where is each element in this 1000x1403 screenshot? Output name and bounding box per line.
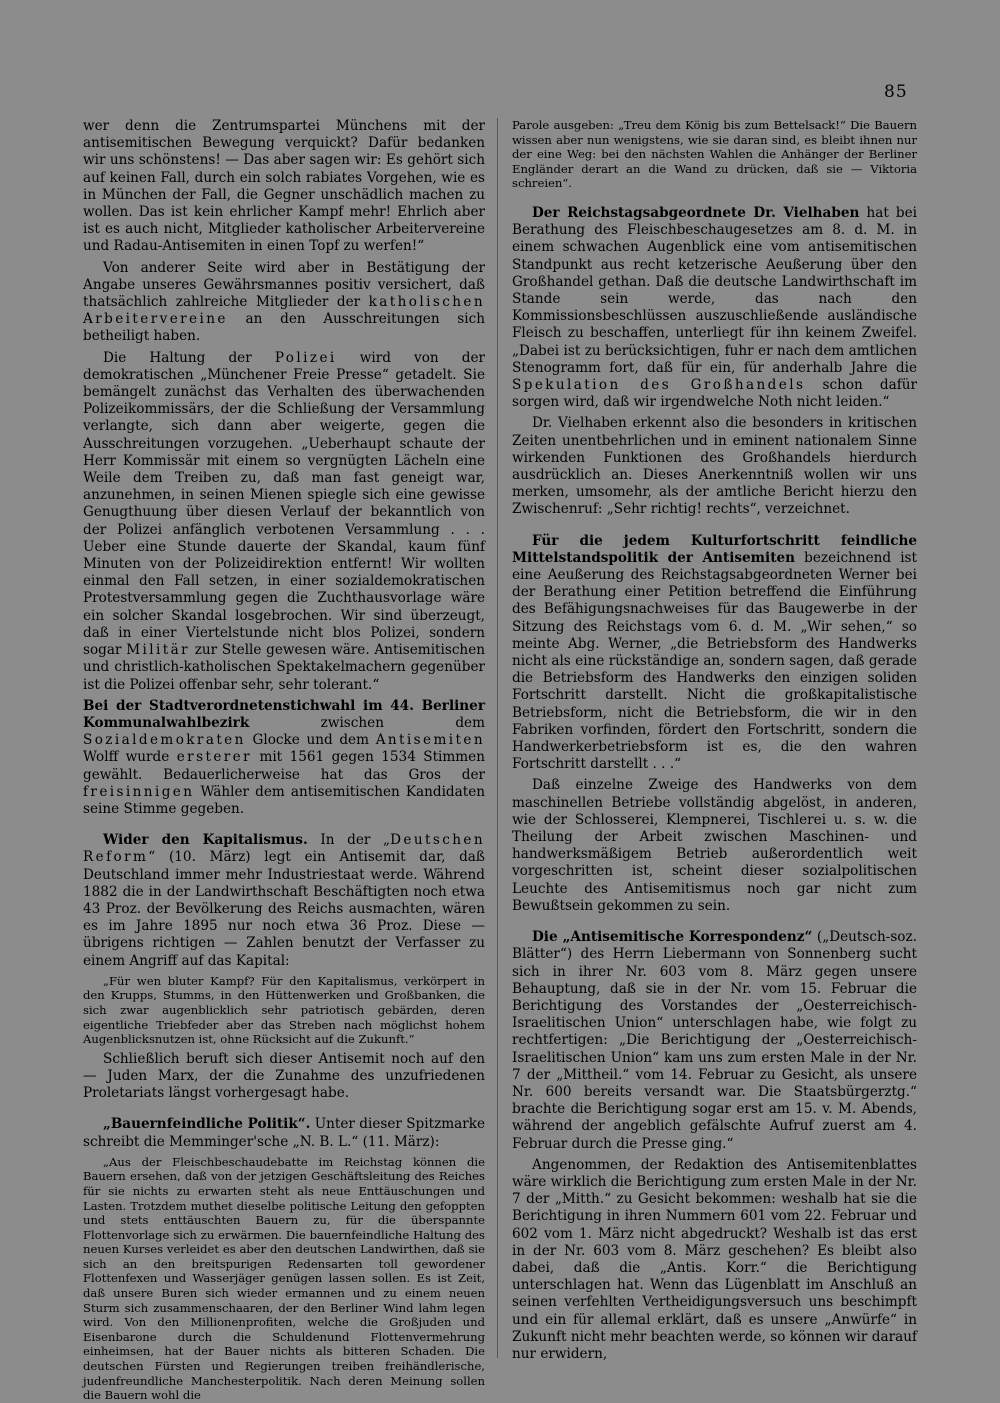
block-quote: „Aus der Fleischbeschaudebatte im Reichstag können die Bauern ersehen, daß von der jetzigen Geschäftsleitung des Reiches für sie nichts zu erwarten steht als neue Enttäuschungen und Lasten. Trotzdem muthet dieselbe politische Leitung den gefoppten und stets enttäuschten Bauern zu, für die überspannte Flottenvorlage sich zu erwärmen. Die bauernfeindliche Haltung des neuen Kurses verleidet es aber den deutschen Landwirthen, daß sie sich an den breitspurigen Redensarten toll gewordener Flottenfexen und Wasserjäger genügen lassen sollen. Es ist Zeit, daß unsere Buren sich wieder ermannen und zu einem neuen Sturm sich zusammenschaaren, der den Berliner Wind lahm legen wird. Von den Millionenprofiten, welche die Großjuden und Eisenbarone durch die Schuldenund Flottenvermehrung einheimsen, hat der Bauer nichts als bitteren Schaden. Die deutschen Fürsten und Regierungen treiben freihändlerische, judenfreundliche Manchesterpolitik. Nach deren Meinung sollen die Bauern wohl die: [83, 1154, 485, 1403]
paragraph: Daß einzelne Zweige des Handwerks von dem maschinellen Betriebe vollständig abgelöst, in anderen, wie der Schlosserei, Klempnerei, Tischlerei u. s. w. die Theilung der Arbeit zwischen Maschinen- und handwerksmäßigem Betrieb außerordentlich weit vorgeschritten ist, scheint dieser sozialpolitischen Leuchte des Antisemitismus noch gar nicht zum Bewußtsein gekommen zu sein.: [512, 777, 917, 914]
paragraph: Von anderer Seite wird aber in Bestätigung der Angabe unseres Gewährsmannes positiv versichert, daß thatsächlich zahlreiche Mitglieder der katholischen Arbeitervereine an den Ausschreitungen sich betheiligt haben.: [83, 259, 485, 345]
item-heading: Für die jedem Kulturfortschritt feindliche Mittelstandspolitik der Antisemiten: [512, 532, 917, 566]
block-quote: „Für wen bluter Kampf? Für den Kapitalismus, verkörpert in den Krupps, Stumms, in den Hüttenwerken und Großbanken, die sich zwar augenblicklich sehr patriotisch gebärden, deren eigentliche Triebfeder aber das Streben nach möglichst hohem Augenblicksnutzen ist, ohne Rücksicht auf die Zukunft.“: [83, 973, 485, 1047]
paragraph: Angenommen, der Redaktion des Antisemitenblattes wäre wirklich die Berichtigung zum ersten Male in der Nr. 7 der „Mitth.“ zu Gesicht bekommen: weshalb hat sie die Berichtigung in ihren Nummern 601 vom 22. Februar und 602 vom 1. März nicht abgedruckt? Weshalb ist das erst in der Nr. 603 vom 8. März geschehen? Es bleibt also dabei, daß die „Antis. Korr.“ die Berichtigung unterschlagen hat. Wenn das Lügenblatt im Anschluß an seinen verfehlten Vertheidigungsversuch uns beschimpft und ein für allemal erklärt, daß es unsere „Anwürfe“ in Zukunft nicht mehr beachten werde, so können wir darauf nur erwidern,: [512, 1156, 917, 1362]
news-item-mittelstandspolitik: Für die jedem Kulturfortschritt feindliche Mittelstandspolitik der Antisemiten bezeichnend ist eine Aeußerung des Reichstagsabgeordneten Werner bei der Berathung einer Petition betreffend die Einführung des Befähigungsnachweises für das Baugewerbe in der Sitzung des Reichstags vom 6. d. M. „Wir sehen,“ so meinte Abg. Werner, „die Betriebsform des Handwerks nicht als eine rückständige an, sondern sagen, daß gerade die Betriebsform des Handwerks den einzigen soliden Fortschritt darstellt. Nicht die großkapitalistische Betriebsform, nicht die Betriebsform, die wir in den Fabriken vorfinden, fördert den Fortschritt, sondern die Handwerkerbetriebsform ist es, die den wahren Fortschritt darstellt . . .“: [512, 532, 917, 773]
news-item-antisemitische-korrespondenz: Die „Antisemitische Korrespondenz“ („Deutsch-soz. Blätter“) des Herrn Liebermann von Sonnenberg sucht sich in ihrer Nr. 603 vom 8. März gegen unsere Behauptung, daß sie in der Nr. vom 15. Februar die Berichtigung des Vorstandes der „Oesterreichisch-Israelitischen Union“ unterschlagen habe, wie folgt zu rechtfertigen: „Die Berichtigung der „Oesterreichisch-Israelitischen Union“ kam uns zum ersten Male in der Nr. 7 der „Mittheil.“ vom 14. Februar zu Gesicht, als unsere Nr. 600 bereits versandt war. Die Staatsbürgerztg.“ brachte die Berichtigung sogar erst am 15. v. M. Abends, während der angeblich gefälschte Aufruf zuerst am 4. Februar durch die Presse ging.“: [512, 929, 917, 1152]
item-heading: Bei der Stadtverordnetenstichwahl im 44. Berliner Kommunalwahlbezirk: [83, 697, 485, 731]
paragraph: Die Haltung der Polizei wird von der demokratischen „Münchener Freie Presse“ getadelt. Sie bemängelt zunächst das Verhalten des überwachenden Polizeikommissärs, der die Schließung der Versammlung verlangte, sich dann aber weigerte, gegen die Ausschreitungen vorzugehen. „Ueberhaupt schaute der Herr Kommissär mit einem so vergnügten Lächeln eine Weile dem Treiben zu, daß man fast geneigt war, anzunehmen, in seinen Mienen spiegle sich eine gewisse Genugthuung über diesen Verlauf der bekanntlich von der Polizei anfänglich verbotenen Versammlung . . . Ueber eine Stunde dauerte der Skandal, kaum fünf Minuten von der Polizeidirektion entfernt! Wir wollten einmal den Fall setzen, in einer sozialdemokratischen Protestversammlung gegen die Zuchthausvorlage wäre ein solcher Skandal losgebrochen. Wir sind überzeugt, daß in einer Viertelstunde nicht blos Polizei, sondern sogar Militär zur Stelle gewesen wäre. Antisemitischen und christlich-katholischen Spektakelmachern gegenüber ist die Polizei offenbar sehr, sehr tolerant.“: [83, 349, 485, 693]
item-heading: Der Reichstagsabgeordnete Dr. Vielhaben: [532, 204, 860, 221]
item-heading: Die „Antisemitische Korrespondenz“: [532, 929, 813, 946]
paragraph: wer denn die Zentrumspartei Münchens mit der antisemitischen Bewegung verquickt? Dafür bedanken wir uns schönstens! — Das aber sagen wir: Es gehört sich auf keinen Fall, durch ein solch rabiates Vorgehen, wie es in München der Fall, die Gegner unschädlich machen zu wollen. Das ist kein ehrlicher Kampf mehr! Ehrlich aber ist es auch nicht, Mitglieder katholischer Arbeitervereine und Radau-Antisemiten in einen Topf zu werfen!“: [83, 118, 485, 255]
news-item-vielhaben: Der Reichstagsabgeordnete Dr. Vielhaben hat bei Berathung des Fleischbeschaugesetzes am 8. d. M. in einem schwachen Augenblick eine vom antisemitischen Standpunkt aus recht ketzerische Aeußerung über den Großhandel gethan. Daß die deutsche Landwirthschaft im Stande sein werde, das nach den Kommissionsbeschlüssen auszuschließende ausländische Fleisch zu beschaffen, unterliegt für ihn keinem Zweifel. „Dabei ist zu berücksichtigen, fuhr er nach dem amtlichen Stenogramm fort, daß für ein, für anderhalb Jahre die Spekulation des Großhandels schon dafür sorgen wird, daß wir irgendwelche Noth nicht leiden.“: [512, 204, 917, 411]
page-number: 85: [884, 82, 908, 102]
paragraph: Schließlich beruft sich dieser Antisemit noch auf den — Juden Marx, der die Zunahme des unzufriedenen Proletariats längst vorhergesagt habe.: [83, 1050, 485, 1102]
news-item-stadtverordnetenstichwahl: Bei der Stadtverordnetenstichwahl im 44. Berliner Kommunalwahlbezirk zwischen dem Sozialdemokraten Glocke und dem Antisemiten Wolff wurde ersterer mit 1561 gegen 1534 Stimmen gewählt. Bedauerlicherweise hat das Gros der freisinnigen Wähler dem antisemitischen Kandidaten seine Stimme gegeben.: [83, 697, 485, 817]
left-column: [83, 118, 486, 1403]
column-divider: [497, 118, 498, 1358]
news-item-bauernfeindliche-politik: „Bauernfeindliche Politik“. Unter dieser Spitzmarke schreibt die Memminger'sche „N. B. L.“ (11. März):: [83, 1116, 486, 1150]
block-quote: Parole ausgeben: „Treu dem König bis zum Bettelsack!“ Die Bauern wissen aber nun wenigstens, wie sie daran sind, es bleibt ihnen nur der eine Weg: bei den nächsten Wahlen die Anhänger der Berliner Engländer derart an die Wand zu drücken, daß sie — Viktoria schreien“.: [512, 118, 917, 191]
news-item-kapitalismus: Wider den Kapitalismus. In der „Deutschen Reform“ (10. März) legt ein Antisemit dar, daß Deutschland immer mehr Industriestaat werde. Während 1882 die in der Landwirthschaft Beschäftigten noch etwa 43 Proz. der Bevölkerung des Reichs ausmachten, wären es im Jahre 1895 nur noch etwa 36 Proz. Diese — übrigens richtigen — Zahlen benutzt der Verfasser zu einem Angriff auf das Kapital:: [83, 832, 485, 969]
right-column: [512, 118, 917, 1362]
item-heading: „Bauernfeindliche Politik“.: [103, 1116, 311, 1133]
paragraph: Dr. Vielhaben erkennt also die besonders in kritischen Zeiten unentbehrlichen und in eminent nationalem Sinne wirkenden Funktionen des Großhandels hierdurch ausdrücklich an. Dieses Anerkenntniß wollen wir uns merken, umsomehr, als der amtliche Bericht hierzu den Zwischenruf: „Sehr richtig! rechts“, verzeichnet.: [512, 415, 917, 518]
item-heading: Wider den Kapitalismus.: [103, 832, 308, 849]
